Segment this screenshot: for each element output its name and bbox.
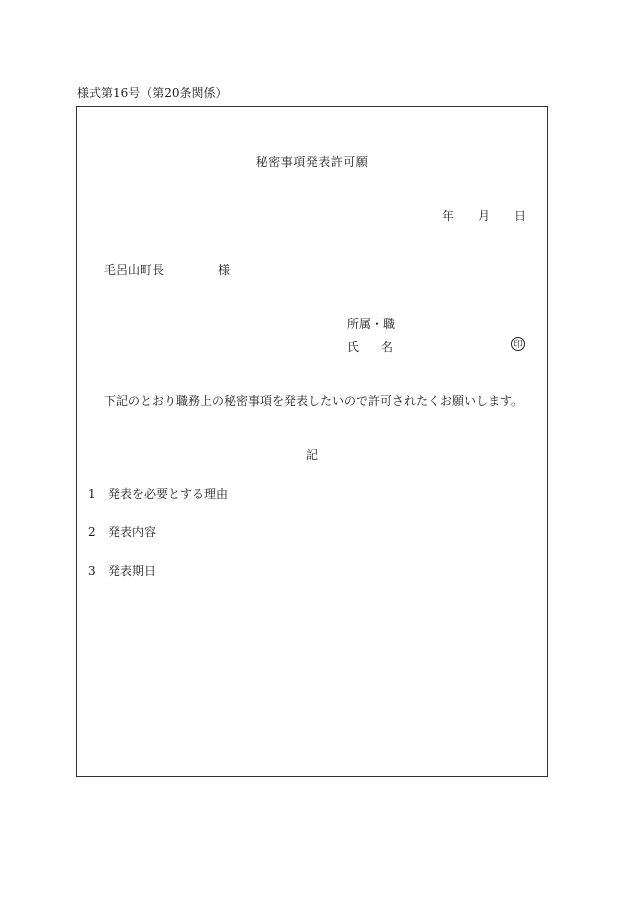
addressee-name: 毛呂山町長 bbox=[104, 263, 165, 277]
item-label: 発表内容 bbox=[108, 525, 157, 539]
item-number: 1 bbox=[88, 487, 96, 501]
name-label-second: 名 bbox=[381, 340, 394, 354]
name-label bbox=[347, 340, 393, 354]
date-line bbox=[442, 209, 526, 223]
date-month-label: 月 bbox=[478, 209, 491, 223]
request-text: 下記のとおり職務上の秘密事項を発表したいので許可されたくお願いします。 bbox=[104, 394, 524, 408]
ki-heading: 記 bbox=[305, 448, 318, 462]
addressee-honorific: 様 bbox=[218, 263, 231, 277]
list-item bbox=[88, 525, 156, 539]
form-title: 秘密事項発表許可願 bbox=[255, 155, 369, 169]
list-item bbox=[88, 487, 228, 501]
list-item bbox=[88, 564, 156, 578]
item-label: 発表期日 bbox=[108, 564, 157, 578]
addressee bbox=[104, 263, 230, 277]
name-label-first: 氏 bbox=[347, 340, 360, 354]
form-frame bbox=[76, 106, 548, 777]
date-day-label: 日 bbox=[514, 209, 527, 223]
item-label: 発表を必要とする理由 bbox=[108, 487, 229, 501]
form-number: 様式第16号（第20条関係） bbox=[77, 86, 228, 100]
item-number: 3 bbox=[88, 564, 96, 578]
seal-mark-icon: 印 bbox=[511, 337, 525, 351]
item-number: 2 bbox=[88, 525, 96, 539]
affiliation-label: 所属・職 bbox=[347, 317, 396, 331]
date-year-label: 年 bbox=[442, 209, 455, 223]
